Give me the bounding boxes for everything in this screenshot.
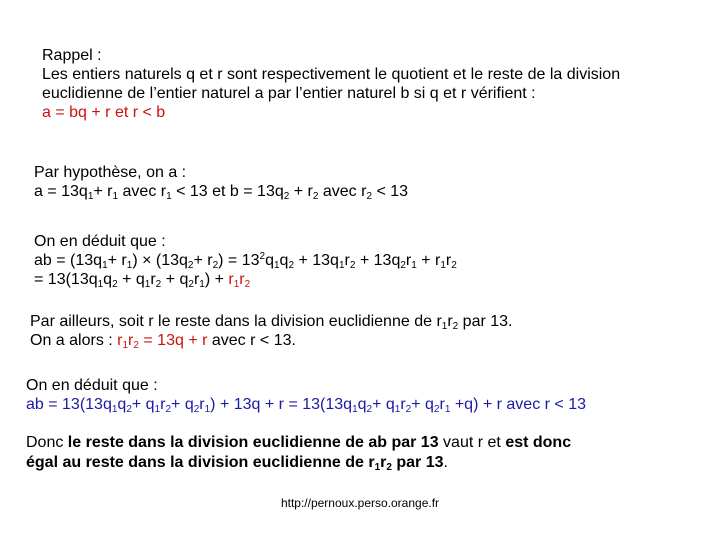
conclusion-line-1: Donc le reste dans la division euclidienne de ab par 13 vaut r et est donc <box>26 434 572 451</box>
remainder-line-2: On a alors : $r_1r_2 = 13q + r$ avec r < 13. <box>30 332 296 351</box>
deduction-1-line-1: ab = $(13q_1+ r_1) \times (13q_2+ r_2) = 13^2q_1q_2 + 13q_1r_2 + 13q_2r_1 + r_1r_2$ <box>34 251 457 271</box>
hypothesis-section <box>34 163 408 201</box>
deduction-1-line-2: = $13(13q_1q_2 + q_1r_2 + q_2r_1) + r_1r_2$ <box>34 271 251 290</box>
hypothesis-intro: Par hypothèse, on a : <box>34 164 187 181</box>
deduction-1-intro: On en déduit que : <box>34 233 166 250</box>
rappel-line-1: Les entiers naturels q et r sont respectivement le quotient et le reste de la division <box>42 66 621 83</box>
deduction-2-intro: On en déduit que : <box>26 377 158 394</box>
footer-url[interactable]: http://pernoux.perso.orange.fr <box>280 496 440 510</box>
conclusion-line-2: égal au reste dans la division euclidienne de $r_1r_2$ par 13. <box>26 454 448 473</box>
remainder-line-1: Par ailleurs, soit r le reste dans la division euclidienne de $r_1r_2$ par 13. <box>30 313 513 332</box>
rappel-section <box>42 46 620 122</box>
rappel-line-2: euclidienne de l’entier naturel a par l’entier naturel b si q et r vérifient : <box>42 85 536 102</box>
conclusion-section <box>26 433 571 473</box>
deduction-2-section <box>26 376 586 414</box>
remainder-section <box>30 312 512 350</box>
deduction-2-equation: ab = $13(13q_1q_2+ q_1r_2+ q_2r_1) + 13q + r = 13(13q_1q_2+ q_1r_2+ q_2r_1 +q) + r$ avec r < 13 <box>26 396 586 415</box>
rappel-formula: a = bq + r et r < b <box>42 104 166 121</box>
rappel-title: Rappel : <box>42 47 102 64</box>
hypothesis-equation: $a = 13q_1+ r_1$ avec $r_1 < 13$ et $b = 13q_2 + r_2$ avec $r_2 < 13$ <box>34 183 409 202</box>
deduction-1-section <box>34 232 457 289</box>
